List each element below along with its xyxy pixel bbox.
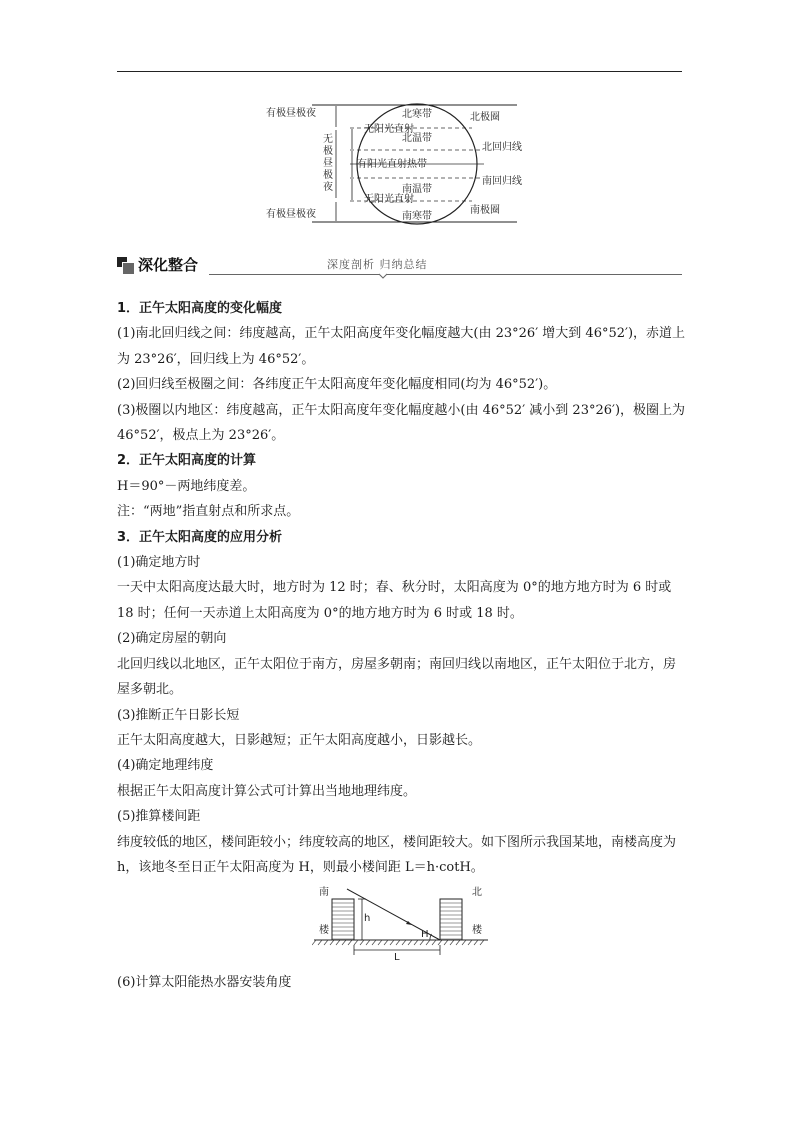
paragraph: 一天中太阳高度达最大时，地方时为 12 时；春、秋分时，太阳高度为 0°的地方地方时为 6 时或 18 时；任何一天赤道上太阳高度为 0°的地方地方时为 6 时或 18 时。 — [117, 580, 672, 621]
label-no-polar-day-night — [321, 133, 333, 193]
paragraph: 纬度较低的地区，楼间距较小；纬度较高的地区，楼间距较大。如下图所示我国某地，南楼高度为 h，该地冬至日正午太阳高度为 H，则最小楼间距 L＝h·cotH。 — [117, 834, 677, 875]
top-rule — [117, 71, 682, 72]
section-divider — [209, 274, 682, 275]
paragraph: (3)推断正午日影长短 — [117, 707, 240, 723]
paragraph: 注：“两地”指直射点和所求点。 — [117, 504, 300, 520]
label-building-right: 楼 — [472, 925, 482, 936]
zone-tropical: 热带 — [407, 159, 427, 170]
zone-north-frigid: 北寒带 — [402, 109, 432, 120]
paragraph: (1)南北回归线之间：纬度越高，正午太阳高度年变化幅度越大(由 23°26′ 增大到 46°52′)，赤道上为 23°26′，回归线上为 46°52′。 — [117, 326, 686, 367]
paragraph: (2)回归线至极圈之间：各纬度正午太阳高度年变化幅度相同(均为 46°52′)。 — [117, 377, 557, 393]
divider-notch-icon — [379, 271, 387, 279]
label-polar-day-night-bottom: 有极昼极夜 — [266, 209, 316, 220]
label-antarctic-circle: 南极圈 — [470, 205, 500, 216]
section-heading: 1．正午太阳高度的变化幅度 — [117, 301, 283, 316]
label-no-direct-sun-upper: 无阳光直射 — [364, 124, 414, 135]
body-text — [117, 296, 687, 880]
label-sun-angle: H — [421, 929, 429, 940]
label-direct-sun: 有阳光直射 — [357, 159, 407, 170]
label-building-left: 楼 — [319, 925, 329, 936]
label-tropic-capricorn: 南回归线 — [482, 176, 522, 187]
last-line: (6)计算太阳能热水器安装角度 — [117, 975, 292, 990]
label-distance: L — [394, 952, 400, 961]
label-height: h — [364, 913, 371, 924]
paragraph: (1)确定地方时 — [117, 555, 201, 571]
paragraph: (3)极圈以内地区：纬度越高，正午太阳高度年变化幅度越小(由 46°52′ 减小到 23°26′)，极圈上为 46°52′，极点上为 23°26′。 — [117, 402, 686, 444]
vertical-label-text: 无极昼极夜 — [320, 133, 332, 193]
section-header — [117, 254, 682, 278]
section-subtitle: 深度剖析 归纳总结 — [327, 258, 428, 271]
label-arctic-circle: 北极圈 — [470, 112, 500, 123]
building-spacing-diagram — [312, 883, 490, 961]
paragraph: 正午太阳高度越大，日影越短；正午太阳高度越小，日影越长。 — [117, 732, 482, 748]
label-south: 南 — [319, 887, 329, 898]
label-polar-day-night-top: 有极昼极夜 — [266, 108, 316, 119]
paragraph: 根据正午太阳高度计算公式可计算出当地地理纬度。 — [117, 783, 417, 799]
section-title: 深化整合 — [138, 256, 199, 274]
label-north: 北 — [472, 887, 482, 898]
paragraph: 北回归线以北地区，正午太阳位于南方，房屋多朝南；南回归线以南地区，正午太阳位于北方，房屋多朝北。 — [117, 656, 677, 698]
zone-south-frigid: 南寒带 — [402, 211, 432, 222]
paragraph: H＝90°－两地纬度差。 — [117, 478, 256, 494]
section-heading: 2．正午太阳高度的计算 — [117, 453, 257, 469]
section-heading: 3．正午太阳高度的应用分析 — [117, 529, 283, 545]
section-marker-icon — [117, 257, 133, 273]
label-no-direct-sun-lower: 无阳光直射 — [364, 194, 414, 205]
zone-south-temperate: 南温带 — [402, 184, 432, 195]
zone-north-temperate: 北温带 — [402, 133, 432, 144]
label-tropic-cancer: 北回归线 — [482, 142, 522, 153]
paragraph: (5)推算楼间距 — [117, 809, 201, 825]
paragraph: (4)确定地理纬度 — [117, 758, 214, 774]
paragraph: (2)确定房屋的朝向 — [117, 631, 227, 647]
climate-zone-diagram — [262, 98, 532, 228]
